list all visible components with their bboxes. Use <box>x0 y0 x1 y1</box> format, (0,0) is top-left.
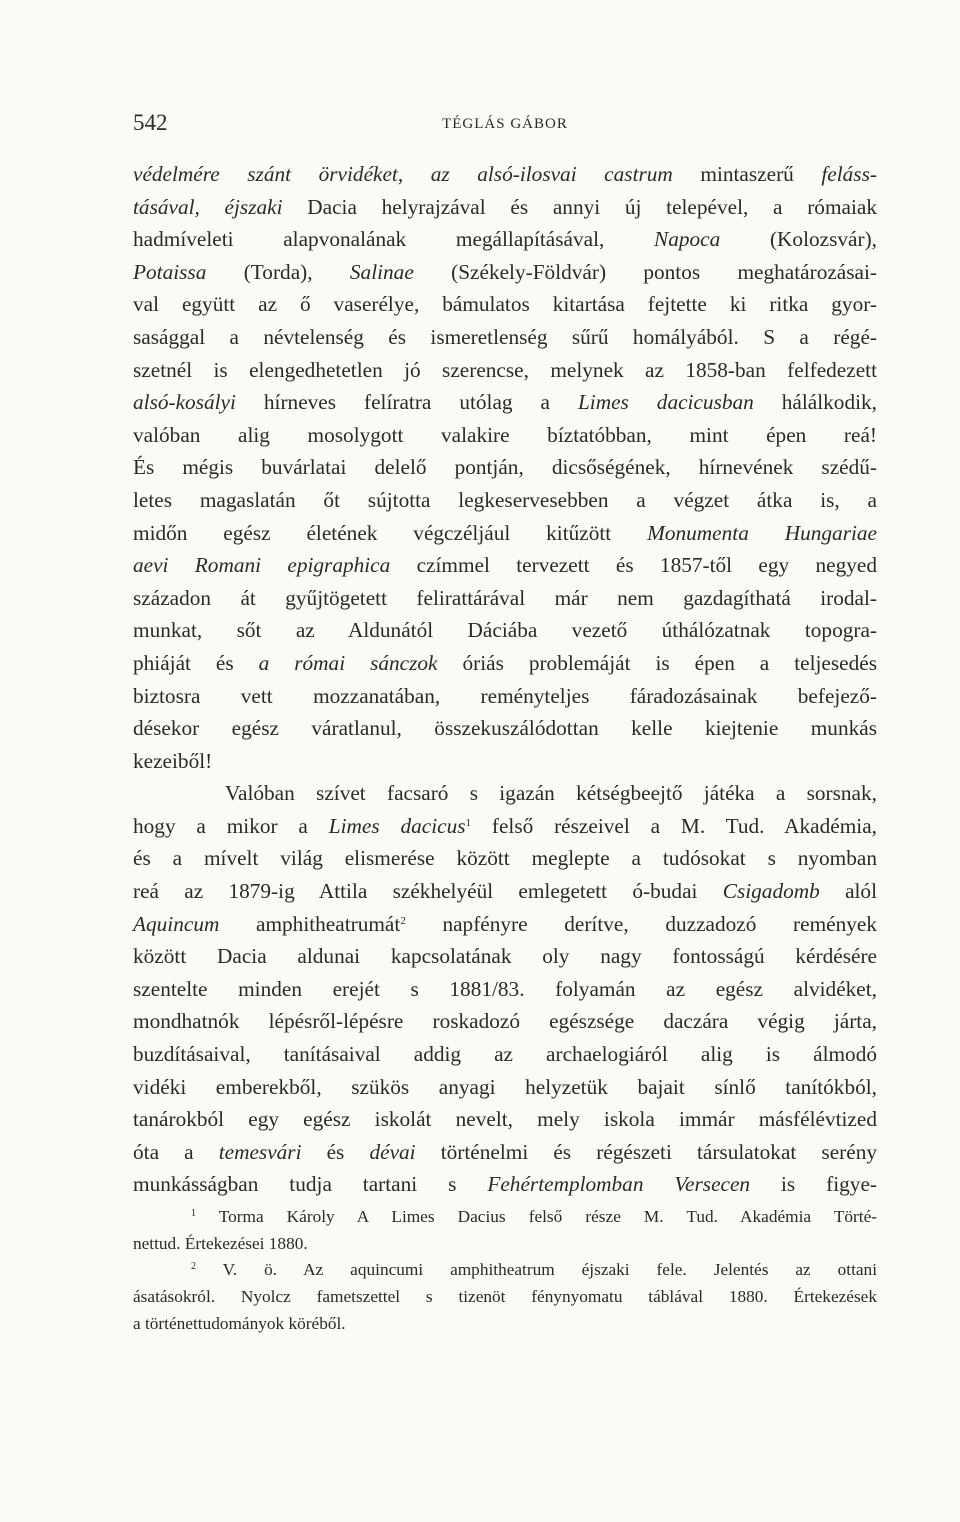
footnote-line <box>133 1284 877 1311</box>
italic-span: Fehértemplomban Versecen <box>487 1172 751 1197</box>
text-span: ásatásokról. Nyolcz fametszettel s tizenöt fénynyomatu táblával 1880. Értekezések <box>133 1287 877 1307</box>
text-line <box>133 842 877 875</box>
text-line <box>133 940 877 973</box>
text-span: valóban alig mosolygott valakire bíztatóbban, mint épen reá! <box>133 422 877 447</box>
text-span: Torma Károly A Limes Dacius felső része M. Tud. Akadémia Törté- <box>196 1207 877 1226</box>
italic-span: Aquincum <box>133 911 220 936</box>
footnote-marker: 2 <box>191 1261 196 1273</box>
italic-span: feláss- <box>821 162 877 186</box>
body-text <box>133 158 877 1201</box>
text-span: és <box>301 1139 370 1164</box>
italic-span: tásával, éjszaki <box>133 194 283 219</box>
text-span: mondhatnók lépésről-lépésre roskadozó egészsége daczára végig járta, <box>133 1009 877 1034</box>
page-header <box>133 108 877 148</box>
text-line <box>133 1071 877 1104</box>
text-span: tanárokból egy egész iskolát nevelt, mely iskola immár másfélévtized <box>133 1107 877 1132</box>
italic-span: Limes dacicus <box>328 813 466 838</box>
text-line <box>133 288 877 321</box>
italic-span: védelmére szánt örvidéket, az alsó-ilosvai castrum <box>133 162 673 186</box>
footnote-line <box>133 1204 877 1231</box>
text-span: között Dacia aldunai kapcsolatának oly nagy fontosságú kérdésére <box>133 944 877 969</box>
italic-span: Salinae <box>349 259 414 284</box>
text-line <box>133 908 877 941</box>
italic-span: a római sánczok <box>258 650 438 675</box>
footnote-line <box>133 1311 877 1338</box>
text-line <box>133 256 877 289</box>
text-span: reá az 1879-ig Attila székhelyéül emlegetett ó-budai <box>133 879 723 904</box>
text-span: napfényre derítve, duzzadozó remények <box>405 911 877 936</box>
text-line <box>133 777 877 810</box>
text-line <box>133 321 877 354</box>
text-line <box>133 973 877 1006</box>
text-span: hogy a mikor a <box>133 813 329 838</box>
footnote-marker: 2 <box>400 914 406 927</box>
text-span: phiáját és <box>133 650 259 675</box>
text-span: hadmíveleti alapvonalának megállapításával, <box>133 227 654 252</box>
text-span: biztosra vett mozzanatában, reményteljes fáradozásainak befejező- <box>133 683 877 708</box>
text-line <box>133 745 877 778</box>
italic-span: alsó-kosályi <box>133 390 236 415</box>
text-span: is figye- <box>750 1172 877 1197</box>
italic-span: dévai <box>369 1139 416 1164</box>
text-span: És mégis buvárlatai delelő pontján, dicsőségének, hírnevének szédű- <box>133 455 877 480</box>
text-span: amphitheatrumát <box>219 911 401 936</box>
text-line <box>133 680 877 713</box>
footnote-line <box>133 1257 877 1284</box>
footnote-marker: 1 <box>465 816 472 829</box>
italic-span: aevi Romani epigraphica <box>133 553 391 578</box>
footnote-marker: 1 <box>191 1208 196 1219</box>
text-line <box>133 386 877 419</box>
text-line <box>133 158 877 191</box>
text-span: buzdításaival, tanításaival addig az archaelogiáról alig is álmodó <box>133 1042 877 1067</box>
text-line <box>133 1168 877 1201</box>
text-span: szentelte minden erejét s 1881/83. folyamán az egész alvidéket, <box>133 976 877 1001</box>
text-span: (Székely-Földvár) pontos meghatározásai- <box>413 259 877 284</box>
text-span: (Kolozsvár), <box>720 227 877 252</box>
text-span: és a mívelt világ elismerése között meglepte a tudósokat s nyomban <box>133 846 877 871</box>
text-span: történelmi és régészeti társulatokat serény <box>415 1139 878 1164</box>
italic-span: temesvári <box>218 1139 302 1164</box>
text-line <box>133 647 877 680</box>
text-span: századon át gyűjtögetett felirattárával már nem gazdagíthatá irodal- <box>133 585 877 610</box>
text-span: mintaszerű <box>672 162 822 186</box>
text-span: nettud. Értekezései 1880. <box>133 1233 308 1253</box>
text-span: hálálkodik, <box>753 390 877 415</box>
text-span: hírneves felíratra utólag a <box>235 390 578 415</box>
text-span: kezeiből! <box>133 748 213 773</box>
text-span: val együtt az ő vaserélye, bámulatos kitartása fejtette ki ritka gyor- <box>133 292 877 317</box>
text-span: Dacia helyrajzával és annyi új telepével, a rómaiak <box>282 194 877 219</box>
text-span: désekor egész váratlanul, összekuszálódottan kelle kiejtenie munkás <box>133 716 877 741</box>
text-span: alól <box>819 879 877 904</box>
italic-span: Limes dacicusban <box>577 390 754 415</box>
text-span: (Torda), <box>206 259 350 284</box>
text-span: V. ö. Az aquincumi amphitheatrum éjszaki fele. Jelentés az ottani <box>196 1260 877 1280</box>
footnote-line <box>133 1231 877 1258</box>
text-line <box>133 1005 877 1038</box>
footnotes <box>133 1204 877 1337</box>
running-head: TÉGLÁS GÁBOR <box>442 116 568 132</box>
text-line <box>133 1038 877 1071</box>
text-line <box>133 451 877 484</box>
text-line <box>133 517 877 550</box>
text-span: óriás problemáját is épen a teljesedés <box>437 650 878 675</box>
text-line <box>133 1136 877 1169</box>
text-span: a történettudományok köréből. <box>133 1313 346 1333</box>
text-line <box>133 810 877 843</box>
text-line <box>133 354 877 387</box>
text-line <box>133 875 877 908</box>
text-line <box>133 1103 877 1136</box>
text-line <box>133 712 877 745</box>
text-span: felső részeivel a M. Tud. Akadémia, <box>471 813 877 838</box>
text-line <box>133 419 877 452</box>
italic-span: Csigadomb <box>722 879 820 904</box>
text-line <box>133 549 877 582</box>
text-line <box>133 223 877 256</box>
text-line <box>133 614 877 647</box>
text-span: szetnél is elengedhetetlen jó szerencse, melynek az 1858-ban felfedezett <box>133 357 877 382</box>
text-span: sasággal a névtelenség és ismeretlenség sűrű homályából. S a régé- <box>133 324 877 349</box>
text-span: munkásságban tudja tartani s <box>133 1172 488 1197</box>
text-span: vidéki emberekből, szükös anyagi helyzetük bajait sínlő tanítókból, <box>133 1074 877 1099</box>
page-number: 542 <box>133 110 168 135</box>
italic-span: Napoca <box>654 227 721 252</box>
italic-span: Monumenta Hungariae <box>647 520 878 545</box>
text-line <box>133 582 877 615</box>
text-span: Valóban szívet facsaró s igazán kétségbeejtő játéka a sorsnak, <box>225 781 877 806</box>
text-span: óta a <box>133 1139 219 1164</box>
text-span: czímmel tervezett és 1857-től egy negyed <box>390 553 877 578</box>
text-span: midőn egész életének végczéljául kitűzött <box>133 520 648 545</box>
text-span: letes magaslatán őt sújtotta legkeservesebben a végzet átka is, a <box>133 487 877 512</box>
text-line <box>133 191 877 224</box>
italic-span: Potaissa <box>133 259 207 284</box>
text-span: munkat, sőt az Aldunától Dáciába vezető úthálózatnak topogra- <box>133 618 877 643</box>
text-line <box>133 484 877 517</box>
